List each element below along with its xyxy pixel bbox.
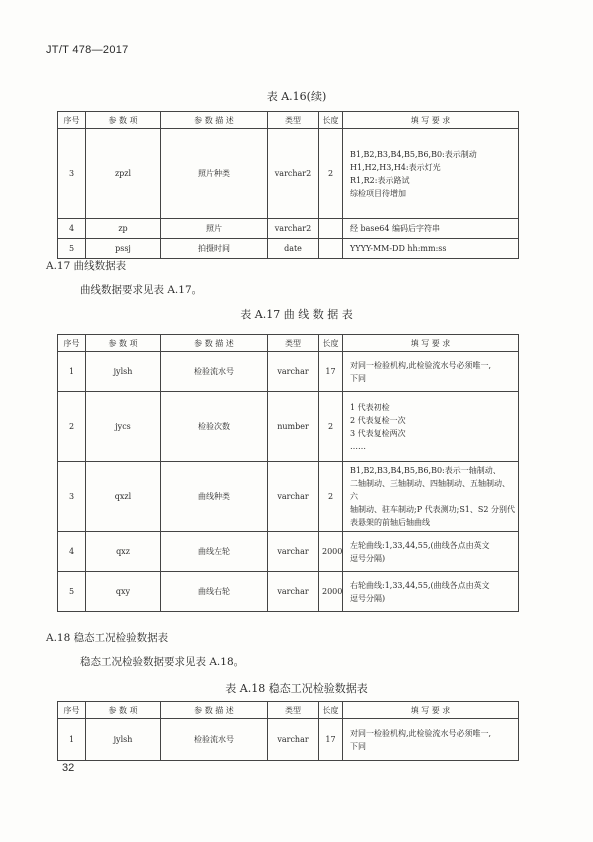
req-line: YYYY-MM-DD hh:mm:ss — [350, 244, 447, 253]
cell-no: 5 — [58, 572, 86, 612]
table-a18 — [57, 701, 519, 761]
cell-len — [319, 239, 343, 259]
cell-no: 1 — [58, 352, 86, 392]
cell-no: 2 — [58, 392, 86, 462]
header-col-len: 长度 — [319, 702, 343, 719]
req-line: 逗号分隔) — [350, 593, 386, 603]
cell-req — [343, 572, 519, 612]
section-a18-heading: A.18 稳态工况检验数据表 — [46, 632, 169, 644]
table-row — [58, 239, 519, 259]
cell-req — [343, 462, 519, 532]
header-col-no: 序号 — [58, 112, 86, 129]
table-row — [58, 392, 519, 462]
req-line: 左轮曲线:1,33,44,55,(曲线各点由英文 — [350, 540, 490, 550]
table-header-row — [58, 112, 519, 129]
cell-len: 2000 — [319, 532, 343, 572]
cell-item: jylsh — [86, 719, 161, 761]
cell-len: 2 — [319, 392, 343, 462]
cell-item: qxzl — [86, 462, 161, 532]
header-col-item: 参 数 项 — [86, 335, 161, 352]
header-col-item: 参 数 项 — [86, 702, 161, 719]
header-col-desc: 参 数 描 述 — [161, 335, 268, 352]
cell-no: 4 — [58, 532, 86, 572]
cell-type: varchar — [268, 462, 319, 532]
cell-len: 2 — [319, 129, 343, 219]
req-line: 对同一检验机构,此检验流水号必须唯一, — [350, 360, 492, 370]
req-line: 2 代表复检一次 — [350, 415, 406, 425]
req-line: …… — [350, 441, 366, 451]
cell-type: varchar — [268, 532, 319, 572]
table-row — [58, 352, 519, 392]
cell-item: jylsh — [86, 352, 161, 392]
cell-req — [343, 532, 519, 572]
header-col-len: 长度 — [319, 335, 343, 352]
cell-req — [343, 719, 519, 761]
cell-desc: 检验流水号 — [161, 352, 268, 392]
req-line: R1,R2:表示路试 — [350, 175, 410, 185]
header-col-req: 填 写 要 求 — [343, 112, 519, 129]
table-row — [58, 719, 519, 761]
cell-item: jycs — [86, 392, 161, 462]
header-col-type: 类型 — [268, 335, 319, 352]
cell-desc: 拍摄时间 — [161, 239, 268, 259]
table-row — [58, 572, 519, 612]
cell-len — [319, 219, 343, 239]
req-line: B1,B2,B3,B4,B5,B6,B0:表示制动 — [350, 149, 477, 159]
table-row — [58, 462, 519, 532]
header-col-desc: 参 数 描 述 — [161, 702, 268, 719]
cell-item: qxz — [86, 532, 161, 572]
table-header-row — [58, 335, 519, 352]
cell-no: 5 — [58, 239, 86, 259]
cell-req — [343, 239, 519, 259]
cell-req — [343, 129, 519, 219]
header-col-item: 参 数 项 — [86, 112, 161, 129]
header-col-req: 填 写 要 求 — [343, 335, 519, 352]
req-line: 对同一检验机构,此检验流水号必须唯一, — [350, 728, 492, 738]
table-a18-title: 表 A.18 稳态工况检验数据表 — [225, 682, 368, 695]
req-line: 二轴制动、三轴制动、四轴制动、五轴制动、六 — [350, 479, 510, 501]
cell-type: varchar — [268, 352, 319, 392]
header-col-desc: 参 数 描 述 — [161, 112, 268, 129]
cell-len: 17 — [319, 352, 343, 392]
cell-item: zp — [86, 219, 161, 239]
cell-desc: 照片种类 — [161, 129, 268, 219]
cell-no: 3 — [58, 462, 86, 532]
req-line: 1 代表初检 — [350, 402, 390, 412]
cell-item: qxy — [86, 572, 161, 612]
cell-req — [343, 352, 519, 392]
cell-desc: 检验流水号 — [161, 719, 268, 761]
section-a17-paragraph: 曲线数据要求见表 A.17。 — [80, 284, 203, 296]
table-header-row — [58, 702, 519, 719]
cell-item: zpzl — [86, 129, 161, 219]
cell-desc: 照片 — [161, 219, 268, 239]
cell-type: varchar2 — [268, 219, 319, 239]
cell-type: varchar — [268, 572, 319, 612]
req-line: 下同 — [350, 741, 366, 751]
cell-len: 17 — [319, 719, 343, 761]
cell-item: pssj — [86, 239, 161, 259]
cell-req — [343, 219, 519, 239]
cell-len: 2 — [319, 462, 343, 532]
cell-type: varchar — [268, 719, 319, 761]
section-a18-paragraph: 稳态工况检验数据要求见表 A.18。 — [80, 656, 245, 668]
cell-no: 1 — [58, 719, 86, 761]
req-line: 轴制动、驻车制动;P 代表测功;S1、S2 分别代 — [350, 505, 515, 514]
cell-desc: 曲线种类 — [161, 462, 268, 532]
cell-type: number — [268, 392, 319, 462]
req-line: H1,H2,H3,H4:表示灯光 — [350, 162, 441, 172]
header-col-type: 类型 — [268, 112, 319, 129]
req-line: 经 base64 编码后字符串 — [350, 224, 440, 233]
req-line: 逗号分隔) — [350, 553, 386, 563]
table-a17 — [57, 334, 519, 612]
table-a17-title: 表 A.17 曲 线 数 据 表 — [240, 308, 353, 321]
header-col-no: 序号 — [58, 335, 86, 352]
page-number: 32 — [62, 762, 75, 774]
header-col-type: 类型 — [268, 702, 319, 719]
req-line: 综检项目待增加 — [350, 188, 406, 198]
header-col-no: 序号 — [58, 702, 86, 719]
section-a17-heading: A.17 曲线数据表 — [46, 260, 127, 272]
table-a16-title: 表 A.16(续) — [266, 90, 327, 103]
table-row — [58, 219, 519, 239]
table-a16 — [57, 111, 519, 259]
req-line: B1,B2,B3,B4,B5,B6,B0:表示一轴制动、 — [350, 466, 501, 475]
req-line: 表悬架的前轴后轴曲线 — [350, 518, 430, 527]
cell-no: 3 — [58, 129, 86, 219]
cell-type: varchar2 — [268, 129, 319, 219]
cell-len: 2000 — [319, 572, 343, 612]
cell-type: date — [268, 239, 319, 259]
cell-desc: 曲线右轮 — [161, 572, 268, 612]
cell-no: 4 — [58, 219, 86, 239]
table-row — [58, 532, 519, 572]
cell-desc: 曲线左轮 — [161, 532, 268, 572]
header-col-req: 填 写 要 求 — [343, 702, 519, 719]
cell-req — [343, 392, 519, 462]
req-line: 下同 — [350, 373, 366, 383]
req-line: 右轮曲线:1,33,44,55,(曲线各点由英文 — [350, 580, 490, 590]
header-col-len: 长度 — [319, 112, 343, 129]
table-row — [58, 129, 519, 219]
standard-number: JT/T 478—2017 — [46, 44, 129, 56]
req-line: 3 代表复检两次 — [350, 428, 406, 438]
cell-desc: 检验次数 — [161, 392, 268, 462]
